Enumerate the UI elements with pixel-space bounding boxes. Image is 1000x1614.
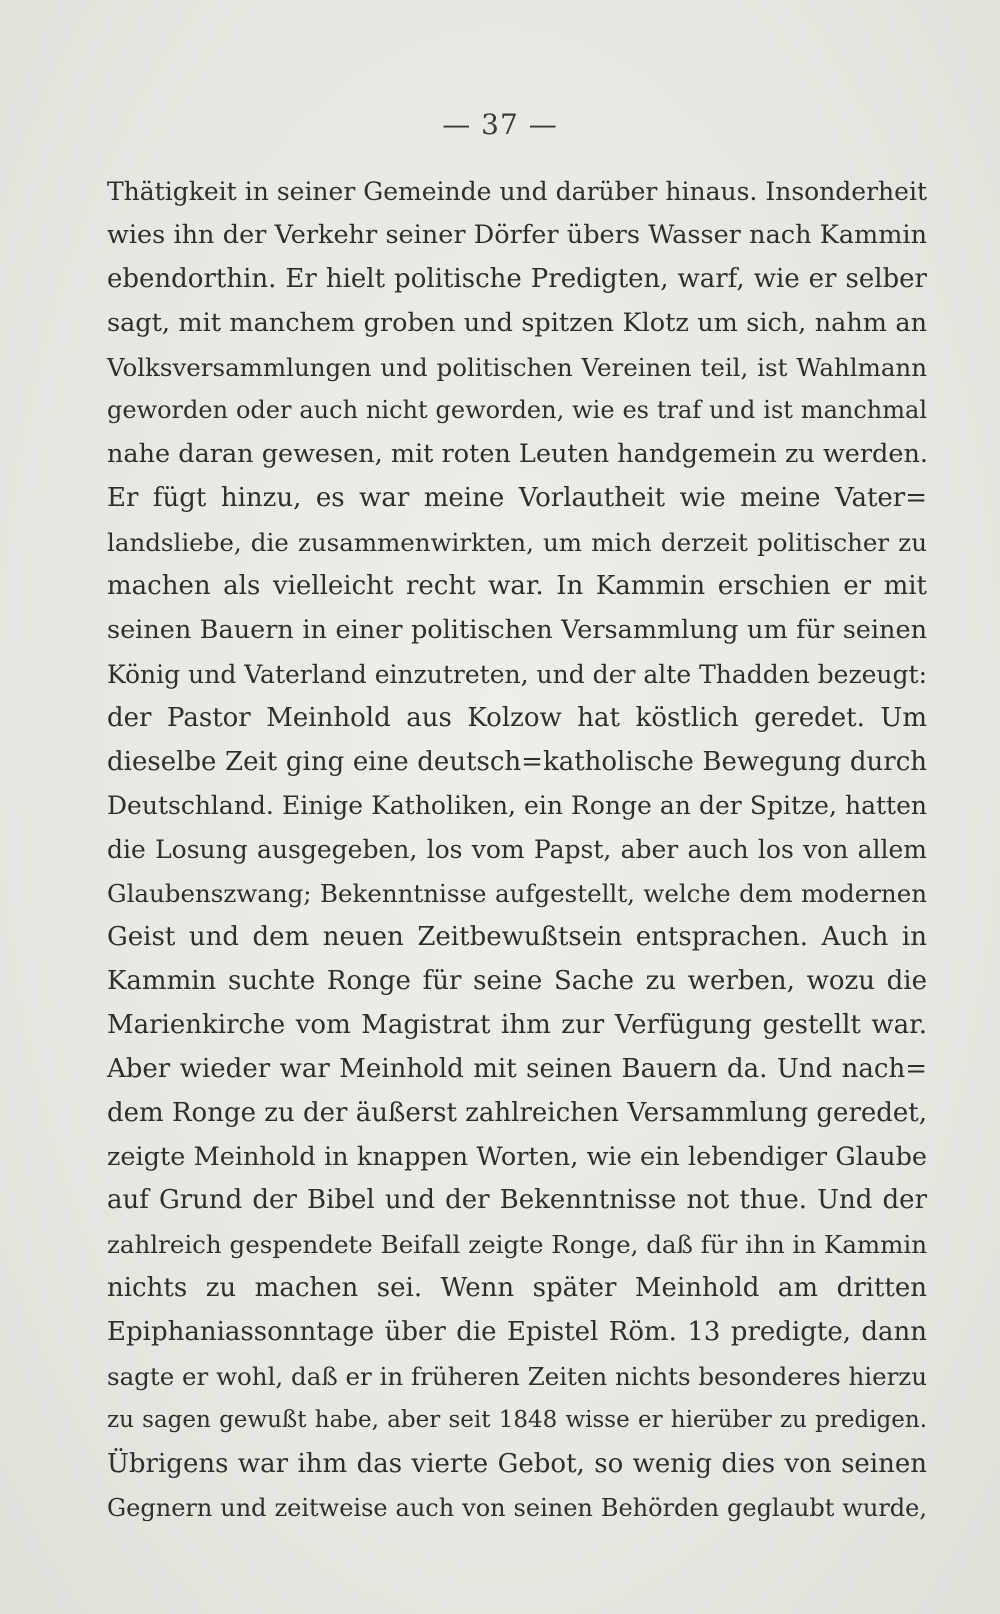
text-line-6: geworden oder auch nicht geworden, wie es traf und ist manchmal [107, 396, 927, 425]
text-line-17: Glaubenszwang; Bekenntnisse aufgestellt, welche dem modernen [107, 879, 927, 909]
text-line-7: nahe daran gewesen, mit roten Leuten handgemein zu werden. [107, 439, 929, 470]
text-line-23: zeigte Meinhold in knappen Worten, wie ein lebendiger Glaube [107, 1141, 927, 1172]
text-line-16: die Losung ausgegeben, los vom Papst, aber auch los von allem [107, 835, 927, 865]
text-line-13: der Pastor Meinhold aus Kolzow hat köstlich geredet. Um [107, 702, 927, 733]
text-line-22: dem Ronge zu der äußerst zahlreichen Versammlung geredet, [107, 1097, 927, 1128]
text-line-19: Kammin suchte Ronge für seine Sache zu werben, wozu die [107, 966, 927, 997]
text-line-18: Geist und dem neuen Zeitbewußtsein entsprachen. Auch in [107, 922, 927, 953]
text-line-4: sagt, mit manchem groben und spitzen Klotz um sich, nahm an [107, 307, 927, 338]
text-line-24: auf Grund der Bibel und der Bekenntnisse not thue. Und der [107, 1185, 927, 1216]
text-line-5: Volksversammlungen und politischen Vereinen teil, ist Wahlmann [107, 352, 927, 382]
text-line-28: sagte er wohl, daß er in früheren Zeiten nichts besonderes hierzu [107, 1362, 927, 1392]
text-line-25: zahlreich gespendete Beifall zeigte Ronge, daß für ihn in Kammin [107, 1230, 927, 1260]
text-line-26: nichts zu machen sei. Wenn später Meinhold am dritten [107, 1273, 927, 1304]
text-line-2: wies ihn der Verkehr seiner Dörfer übers Wasser nach Kammin [107, 219, 927, 250]
body-text [107, 170, 927, 1531]
text-line-3: ebendorthin. Er hielt politische Predigten, warf, wie er selber [107, 263, 927, 294]
text-line-31: Gegnern und zeitweise auch von seinen Behörden geglaubt wurde, [107, 1493, 927, 1522]
text-line-30: Übrigens war ihm das vierte Gebot, so wenig dies von seinen [107, 1448, 927, 1479]
text-line-21: Aber wieder war Meinhold mit seinen Bauern da. Und nach= [107, 1053, 927, 1084]
text-line-12: König und Vaterland einzutreten, und der alte Thadden bezeugt: [107, 659, 927, 689]
text-line-9: landsliebe, die zusammenwirkten, um mich derzeit politischer zu [107, 528, 927, 558]
text-line-20: Marienkirche vom Magistrat ihm zur Verfügung gestellt war. [107, 1009, 927, 1040]
text-line-11: seinen Bauern in einer politischen Versammlung um für seinen [107, 614, 927, 645]
page-number: — 37 — [442, 108, 558, 141]
text-line-15: Deutschland. Einige Katholiken, ein Ronge an der Spitze, hatten [107, 791, 927, 821]
text-line-8: Er fügt hinzu, es war meine Vorlautheit wie meine Vater= [107, 483, 927, 514]
text-line-29: zu sagen gewußt habe, aber seit 1848 wisse er hierüber zu predigen. [107, 1406, 927, 1433]
text-line-1: Thätigkeit in seiner Gemeinde und darüber hinaus. Insonderheit [107, 177, 927, 206]
text-line-10: machen als vielleicht recht war. In Kammin erschien er mit [107, 571, 927, 602]
text-line-14: dieselbe Zeit ging eine deutsch=katholische Bewegung durch [107, 746, 927, 777]
text-line-27: Epiphaniassonntage über die Epistel Röm. 13 predigte, dann [107, 1317, 927, 1348]
